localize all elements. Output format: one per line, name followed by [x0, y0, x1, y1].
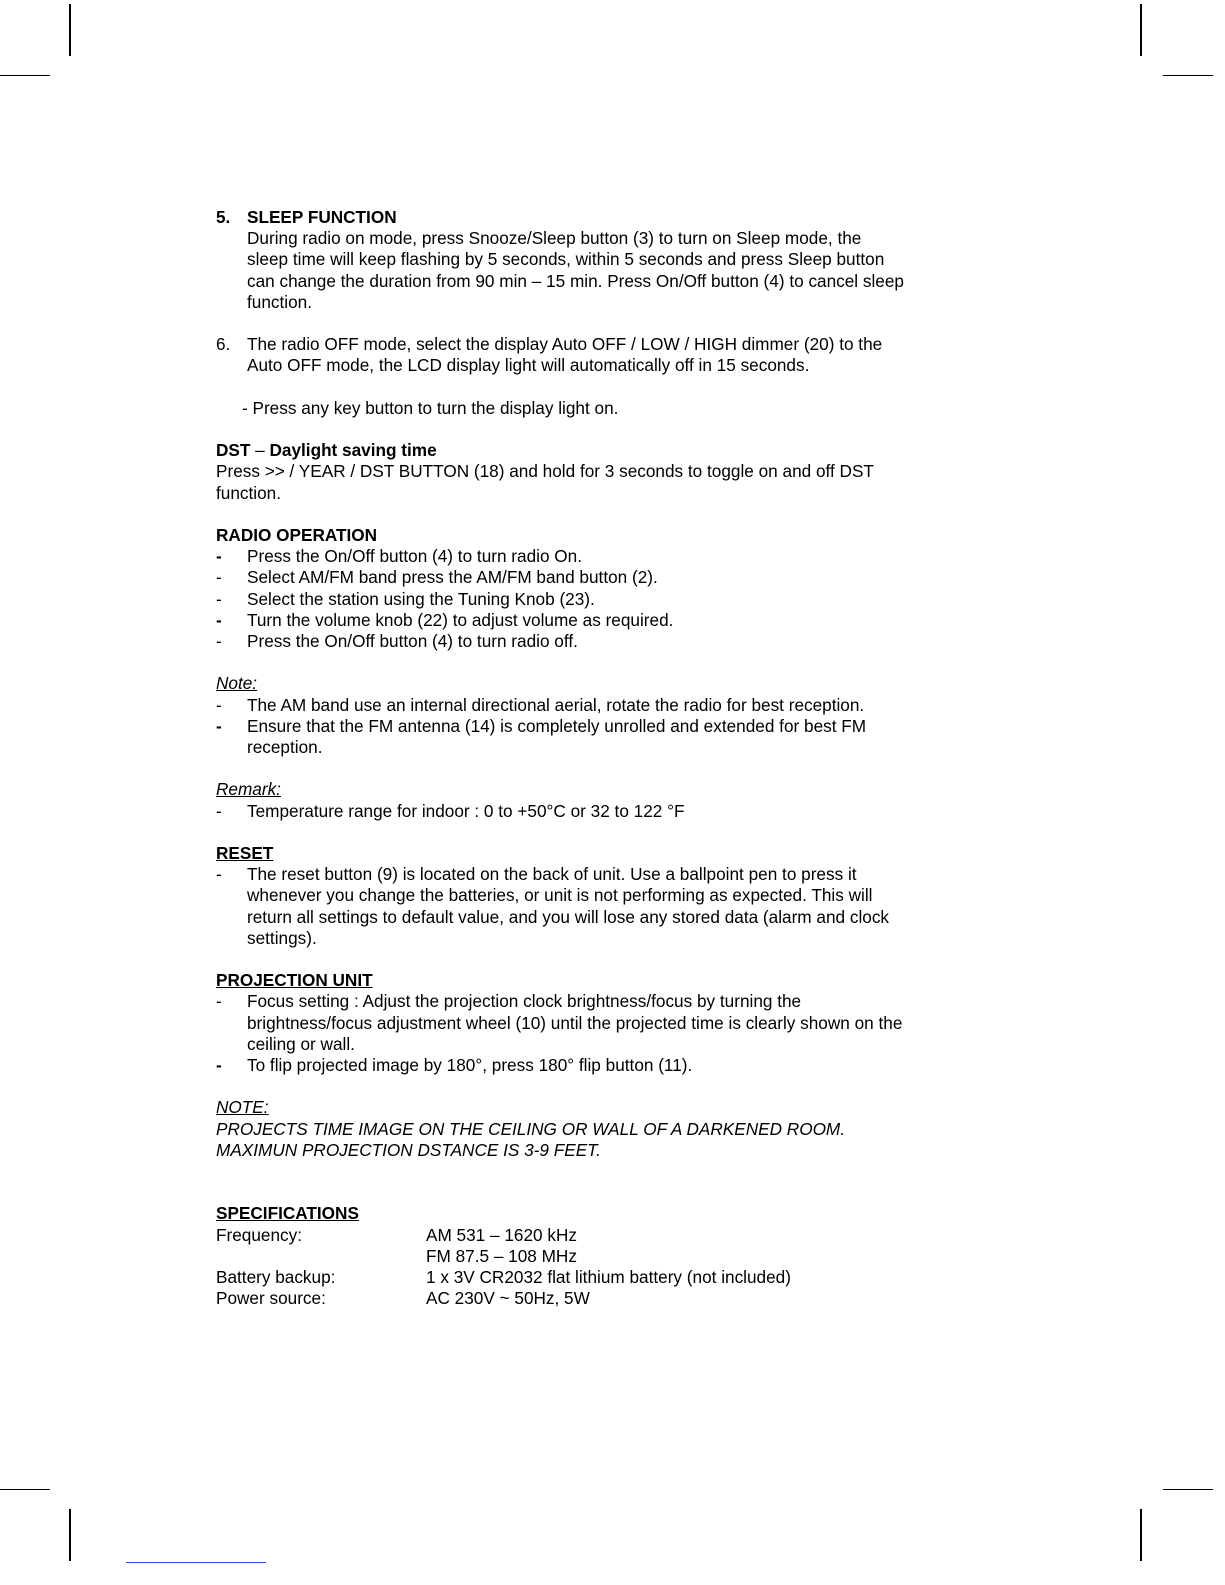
list-item: - The AM band use an internal directional aerial, rotate the radio for best reception.: [216, 694, 865, 715]
list-item: - Focus setting : Adjust the projection clock brightness/focus by turning the brightness/focus adjustment wheel (10) until the projected time is clearly shown on the ceiling or wall.: [216, 991, 903, 1054]
spec-row: Frequency: AM 531 – 1620 kHz: [216, 1224, 577, 1245]
sleep-section: [216, 207, 976, 313]
list-item: - Press the On/Off button (4) to turn radio off.: [216, 631, 578, 651]
list-item: - Turn the volume knob (22) to adjust volume as required.: [216, 609, 674, 630]
crop-mark-bottom-right-horizontal: [1163, 1489, 1213, 1490]
spec-row: FM 87.5 – 108 MHz: [426, 1245, 577, 1266]
sleep-line: function.: [247, 291, 312, 312]
radio-off-section: [216, 334, 976, 376]
list-item: - The reset button (9) is located on the back of unit. Use a ballpoint pen to press it whenever you change the batteries, or unit is not performing as expected. This will return all settings to default value, and you will lose any stored data (alarm and clock settings).: [216, 864, 890, 948]
list-item: - Press the On/Off button (4) to turn radio On.: [216, 546, 583, 567]
note2-line: PROJECTS TIME IMAGE ON THE CEILING OR WALL OF A DARKENED ROOM.: [216, 1118, 846, 1139]
dst-heading: DST – Daylight saving time: [216, 440, 437, 461]
radio-off-line: Auto OFF mode, the LCD display light will automatically off in 15 seconds.: [247, 355, 810, 376]
crop-mark-top-right-horizontal: [1163, 75, 1213, 76]
projection-heading: PROJECTION UNIT: [216, 970, 373, 991]
crop-mark-top-left-horizontal: [0, 75, 50, 76]
note2-heading: NOTE:: [216, 1097, 269, 1118]
radio-operation-heading: RADIO OPERATION: [216, 524, 378, 545]
crop-mark-top-left-vertical: [69, 4, 71, 56]
dst-line: function.: [216, 482, 281, 503]
spec-row: Battery backup: 1 x 3V CR2032 flat lithium battery (not included): [216, 1266, 791, 1287]
sleep-heading: SLEEP FUNCTION: [247, 207, 397, 227]
list-item: - Select AM/FM band press the AM/FM band button (2).: [216, 567, 658, 588]
bottom-line: [126, 1562, 266, 1563]
crop-mark-bottom-left-horizontal: [0, 1489, 50, 1490]
remark-heading: Remark:: [216, 779, 281, 800]
spec-row: Power source: AC 230V ~ 50Hz, 5W: [216, 1288, 590, 1309]
crop-mark-top-right-vertical: [1140, 4, 1142, 56]
radio-off-number: 6.: [216, 334, 231, 355]
reset-heading: RESET: [216, 842, 274, 863]
list-item: - To flip projected image by 180°, press 180° flip button (11).: [216, 1055, 693, 1075]
crop-mark-bottom-left-vertical: [69, 1509, 71, 1561]
dst-line: Press >> / YEAR / DST BUTTON (18) and hold for 3 seconds to toggle on and off DST: [216, 461, 874, 482]
sleep-line: sleep time will keep flashing by 5 seconds, within 5 seconds and press Sleep button: [247, 249, 885, 270]
specs-heading: SPECIFICATIONS: [216, 1203, 359, 1224]
sleep-number: 5.: [216, 207, 231, 227]
sleep-line: can change the duration from 90 min – 15 min. Press On/Off button (4) to cancel sleep: [247, 270, 904, 291]
radio-off-line: The radio OFF mode, select the display Auto OFF / LOW / HIGH dimmer (20) to the: [247, 334, 883, 355]
note-heading: Note:: [216, 673, 258, 694]
document-body: [216, 207, 976, 1309]
list-item: - Select the station using the Tuning Knob (23).: [216, 588, 595, 609]
list-item: - Temperature range for indoor : 0 to +50°C or 32 to 122 °F: [216, 800, 685, 821]
crop-mark-bottom-right-vertical: [1140, 1509, 1142, 1561]
list-item: - Ensure that the FM antenna (14) is completely unrolled and extended for best FM reception.: [216, 715, 867, 757]
radio-off-subnote: - Press any key button to turn the display light on.: [242, 397, 619, 418]
note2-line: MAXIMUN PROJECTION DSTANCE IS 3-9 FEET.: [216, 1139, 601, 1160]
sleep-line: During radio on mode, press Snooze/Sleep button (3) to turn on Sleep mode, the: [247, 228, 862, 249]
